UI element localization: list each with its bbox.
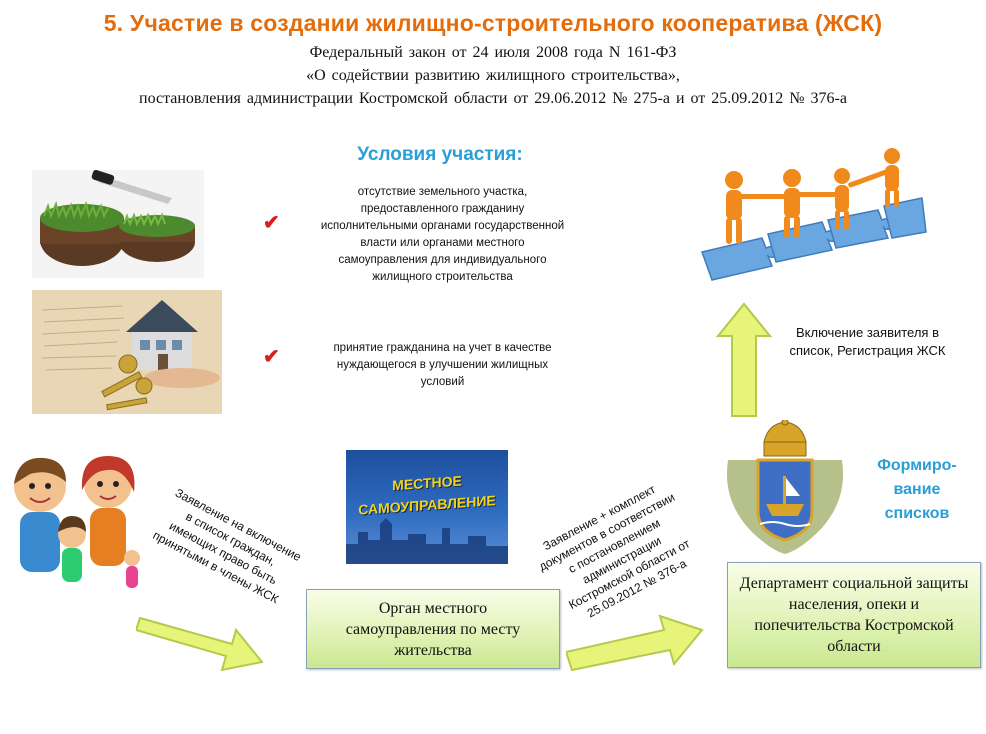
check-icon: ✔ <box>263 346 280 368</box>
kostroma-coat-of-arms-icon <box>720 420 850 560</box>
family-image <box>0 446 150 596</box>
check-icon: ✔ <box>263 212 280 234</box>
house-keys-image <box>32 290 222 414</box>
department-label: Департамент социальной защиты населения, опеки и попечительства Костромской области <box>739 575 969 655</box>
documents-package-note: Заявление + комплект документов в соответствии с постановлением администрации Костромской области от 25.09.2012 № 376-а <box>536 482 693 621</box>
department-box <box>727 562 981 668</box>
local-body-box <box>306 589 560 669</box>
law-reference-line-1: Федеральный закон от 24 июля 2008 года N 161-ФЗ <box>309 44 677 61</box>
land-plot-image <box>32 170 204 278</box>
local-government-banner <box>346 450 508 564</box>
local-body-label: Орган местного самоуправления по месту жительства <box>345 599 521 659</box>
up-arrow-icon <box>716 302 772 418</box>
arrow-to-local-body-icon <box>136 600 266 672</box>
arrow-to-department-icon <box>566 608 706 680</box>
page-title: 5. Участие в создании жилищно-строительного кооператива (ЖСК) <box>103 10 883 36</box>
application-note: Заявление на включение в список граждан, имеющих право быть принятыми в члены ЖСК <box>150 485 304 607</box>
registration-note: Включение заявителя в список, Регистрация ЖСК <box>789 325 946 358</box>
condition-registered-need: принятие гражданина на учет в качестве нуждающегося в улучшении жилищных условий <box>333 342 552 388</box>
teamwork-puzzle-image <box>682 140 930 286</box>
condition-no-land: отсутствие земельного участка, предоставленного гражданину исполнительными органами государственной власти или органами местного самоуправления для индивидуального жилищного строительства <box>320 186 565 283</box>
forming-lists-label: Формиро-вание списков <box>877 457 957 522</box>
law-reference-line-3: постановления администрации Костромской области от 29.06.2012 № 275-а и от 25.09.2012 № 376-а <box>139 90 847 107</box>
local-government-banner-text: МЕСТНОЕ САМОУПРАВЛЕНИЕ <box>358 472 496 518</box>
law-reference-line-2: «О содействии развитию жилищного строительства», <box>306 67 680 84</box>
conditions-title: Условия участия: <box>357 144 523 165</box>
